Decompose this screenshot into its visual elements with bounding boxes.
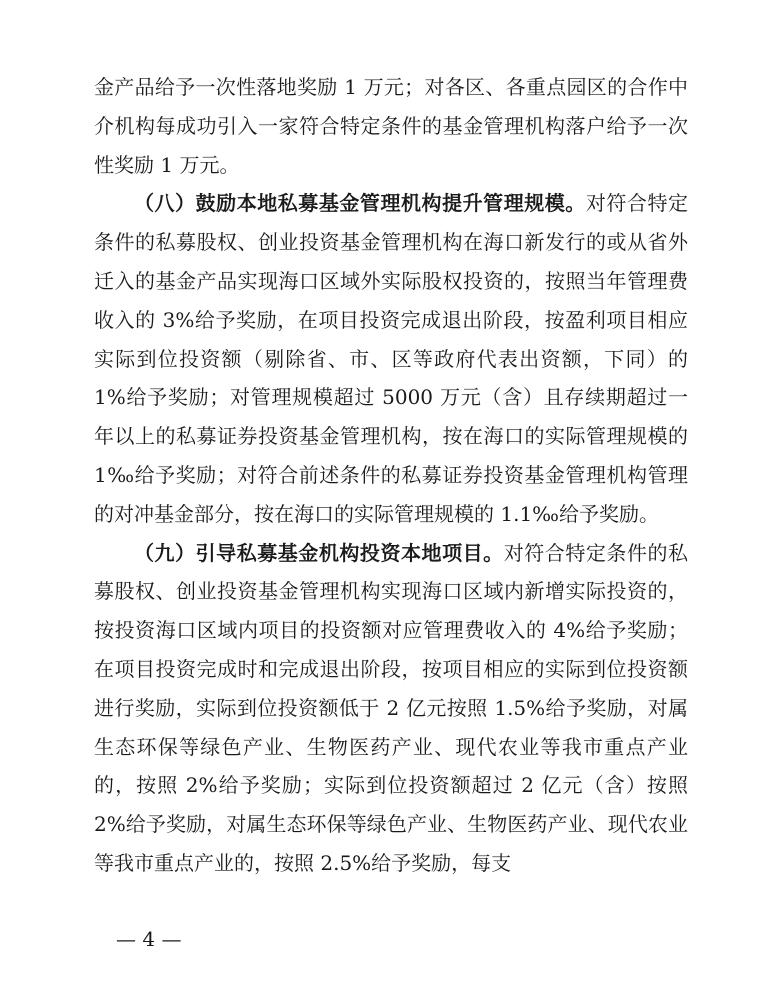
section-heading-8: （八）鼓励本地私募基金管理机构提升管理规模。	[134, 191, 586, 216]
paragraph-text: 金产品给予一次性落地奖励 1 万元；对各区、各重点园区的合作中介机构每成功引入一家符合特定条件的基金管理机构落户给予一次性奖励 1 万元。	[94, 75, 688, 177]
paragraph-continuation	[94, 68, 688, 184]
paragraph-text: 对符合特定条件的私募股权、创业投资基金管理机构实现海口区域内新增实际投资的，按投资海口区域内项目的投资额对应管理费收入的 4%给予奖励；在项目投资完成时和完成退出阶段，按项目相应的实际到位投资额进行奖励，实际到位投资额低于 2 亿元按照 1.5%给予奖励，对属生态环保等绿色产业、生物医药产业、现代农业等我市重点产业的，按照 2%给予奖励；实际到位投资额超过 2 亿元（含）按照 2%给予奖励，对属生态环保等绿色产业、生物医药产业、现代农业等我市重点产业的，按照 2.5%给予奖励，每支	[94, 540, 689, 875]
document-body	[94, 68, 688, 883]
page-number: — 4 —	[116, 927, 182, 951]
paragraph-section-9	[94, 534, 688, 883]
paragraph-section-8	[94, 184, 688, 533]
section-heading-9: （九）引导私募基金机构投资本地项目。	[134, 540, 504, 565]
paragraph-text: 对符合特定条件的私募股权、创业投资基金管理机构在海口新发行的或从省外迁入的基金产品实现海口区域外实际股权投资的，按照当年管理费收入的 3%给予奖励，在项目投资完成退出阶段，按盈利项目相应实际到位投资额（剔除省、市、区等政府代表出资额，下同）的 1%给予奖励；对管理规模超过 5000 万元（含）且存续期超过一年以上的私募证券投资基金管理机构，按在海口的实际管理规模的 1‰给予奖励；对符合前述条件的私募证券投资基金管理机构管理的对冲基金部分，按在海口的实际管理规模的 1.1‰给予奖励。	[94, 191, 689, 526]
